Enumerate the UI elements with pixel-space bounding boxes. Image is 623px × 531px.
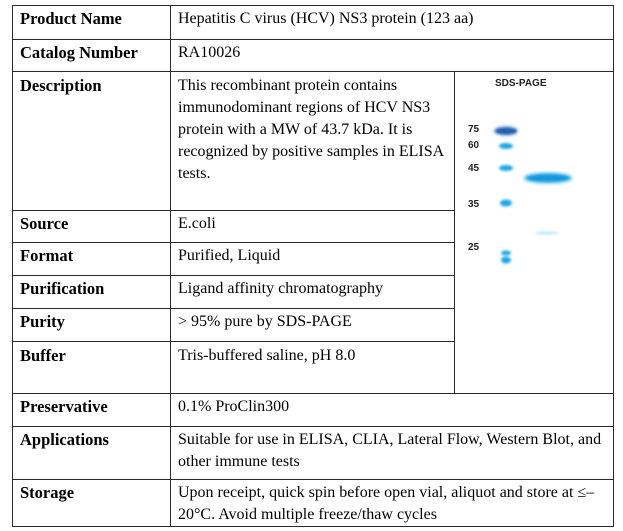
row-divider	[12, 242, 454, 243]
row-value-catalog-number: RA10026	[178, 44, 241, 61]
row-value-product-name: Hepatitis C virus (HCV) NS3 protein (123 aa)	[178, 10, 474, 27]
row-divider	[12, 479, 614, 480]
row-value-source: E.coli	[178, 215, 216, 232]
row-divider	[12, 210, 454, 211]
mw-marker-label: 45	[468, 163, 480, 174]
row-divider	[12, 341, 454, 342]
marker-band-25-lower	[501, 257, 511, 264]
row-label-purity: Purity	[20, 312, 65, 331]
row-divider	[12, 393, 614, 394]
mw-marker-label: 75	[468, 124, 480, 135]
row-value-storage: Upon receipt, quick spin before open vial, aliquot and store at ≤–20°C. Avoid multiple freeze/thaw cycles	[178, 484, 595, 523]
table-border-bottom	[12, 526, 614, 527]
row-label-storage: Storage	[20, 483, 75, 502]
row-value-purity: > 95% pure by SDS-PAGE	[178, 313, 352, 330]
row-divider	[12, 39, 614, 40]
row-divider	[12, 275, 454, 276]
row-value-preservative: 0.1% ProClin300	[178, 398, 290, 415]
table-border-right	[613, 5, 614, 527]
row-label-buffer: Buffer	[20, 346, 66, 365]
marker-band-75-halo	[494, 126, 518, 136]
mw-marker-label: 35	[468, 199, 480, 210]
table-border-top	[12, 5, 614, 6]
mw-marker-label: 25	[468, 242, 480, 253]
row-label-description: Description	[20, 76, 102, 95]
column-divider	[170, 5, 171, 527]
row-value-format: Purified, Liquid	[178, 247, 281, 264]
row-value-buffer: Tris-buffered saline, pH 8.0	[178, 347, 356, 364]
mw-marker-label: 60	[468, 140, 480, 151]
row-label-applications: Applications	[20, 430, 109, 449]
row-label-format: Format	[20, 246, 74, 265]
row-divider	[12, 426, 614, 427]
row-label-product-name: Product Name	[20, 9, 122, 28]
sds-page-gel-image	[490, 115, 590, 275]
marker-band-25	[501, 251, 511, 256]
row-divider	[12, 308, 454, 309]
row-label-preservative: Preservative	[20, 397, 108, 416]
column-divider	[454, 71, 455, 393]
table-border-left	[12, 5, 13, 527]
row-divider	[12, 71, 614, 72]
row-value-applications: Suitable for use in ELISA, CLIA, Lateral Flow, Western Blot, and other immune tests	[178, 431, 602, 470]
marker-band-45	[499, 165, 513, 171]
row-value-purification: Ligand affinity chromatography	[178, 280, 383, 297]
row-value-description: This recombinant protein contains immunodominant regions of HCV NS3 protein with a MW of 43.7 kDa. It is recognized by positive samples in ELISA tests.	[178, 77, 444, 182]
row-label-catalog-number: Catalog Number	[20, 43, 138, 62]
sample-band-faint	[535, 232, 559, 235]
sample-band-ns3-core	[528, 176, 568, 181]
marker-band-35	[500, 200, 512, 207]
marker-band-60	[499, 143, 513, 149]
row-label-source: Source	[20, 214, 69, 233]
gel-title: SDS-PAGE	[495, 78, 547, 89]
row-label-purification: Purification	[20, 279, 105, 298]
